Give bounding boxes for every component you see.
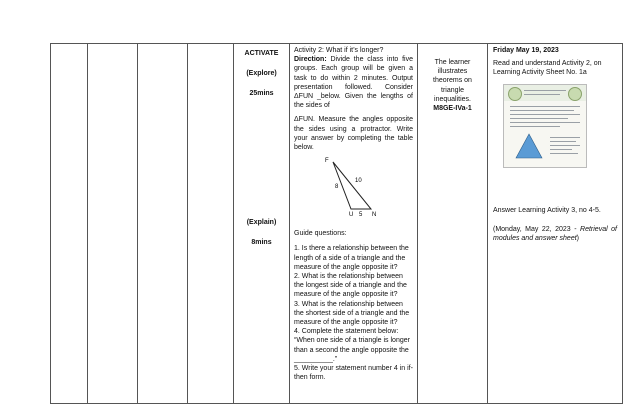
measure-instructions: ΔFUN. Measure the angles opposite the sides using a protractor. Write your answer by completing the table below. (294, 116, 413, 152)
triangle-fun-shape (333, 162, 371, 209)
guide-question-3: 3. What is the relationship between the shortest side of a triangle and the measure of the angle opposite it? (294, 300, 410, 327)
schedule-task-1: Read and understand Activity 2, on Learning Activity Sheet No. 1a (493, 60, 602, 77)
guide-question-5: 5. Write your statement number 4 in if-then form. (294, 365, 413, 382)
competency-code: M8GE-IVa-1 (433, 105, 472, 113)
empty-cell (88, 44, 138, 404)
empty-cell (138, 44, 188, 404)
side-fn-label: 10 (355, 178, 362, 185)
vertex-f-label: F (325, 158, 329, 165)
schedule-note-close: ) (576, 235, 580, 243)
empty-cell (188, 44, 234, 404)
direction-label: Direction: (294, 56, 327, 64)
table-row (51, 44, 623, 404)
activity-direction (294, 55, 413, 110)
lesson-plan-table (50, 43, 623, 404)
schedule-date: Friday May 19, 2023 (493, 47, 559, 54)
activate-cell (234, 44, 290, 404)
guide-question-1: 1. Is there a relationship between the length of a side of a triangle and the measure of the angle opposite it? (294, 245, 409, 271)
explain-label: (Explain) (246, 218, 277, 226)
explore-label: (Explore) (246, 70, 277, 78)
activity-title: Activity 2: What if it’s longer? (294, 47, 384, 54)
side-un-label: 5 (359, 212, 363, 218)
explore-time: 25mins (249, 90, 274, 98)
worksheet-triangle-figure (514, 133, 544, 159)
schedule-note (493, 225, 617, 243)
competency-text: The learner illustrates theorems on triangle inequalities. (433, 59, 472, 103)
guide-question-4: 4. Complete the statement below: “When one side of a triangle is longer than a second the angle opposite the __________.” (294, 328, 410, 363)
triangle-fun-figure (294, 155, 412, 217)
schedule-note-italic: Retrieval of modules and answer sheet (493, 225, 617, 243)
activity-cell (290, 44, 418, 404)
competency-cell (418, 44, 488, 404)
activate-heading: ACTIVATE (244, 50, 279, 57)
schedule-task-2: Answer Learning Activity 3, no 4-5. (493, 206, 601, 214)
vertex-n-label: N (372, 212, 377, 218)
schedule-cell (488, 44, 623, 404)
schedule-note-text: (Monday, May 22, 2023 - (493, 225, 581, 233)
guide-question-2: 2. What is the relationship between the longest side of a triangle and the measure of the angle opposite it? (294, 273, 407, 299)
explain-time: 8mins (251, 238, 272, 246)
direction-text: Divide the class into five groups. Each group will be given a task to do within 2 minutes. Output presentation followed. Consider ΔFUN _below. Given the lengths of the sides of (294, 56, 413, 110)
guide-questions-title: Guide questions: (294, 230, 347, 238)
empty-cell (51, 44, 88, 404)
vertex-u-label: U (349, 212, 354, 218)
worksheet-thumbnail (503, 84, 587, 168)
side-fu-label: 8 (335, 184, 339, 191)
